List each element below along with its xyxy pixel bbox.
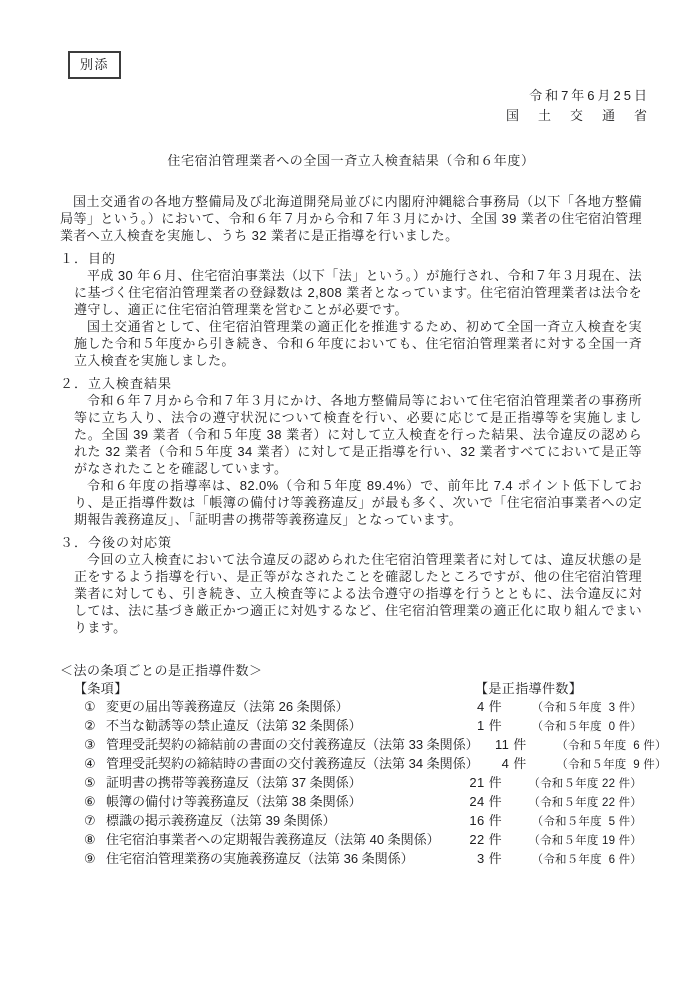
section-purpose-paragraph-1: 平成 30 年６月、住宅宿泊事業法（以下「法」という。）が施行され、令和７年３月現在、法に基づく住宅宿泊管理業者の登録数は 2,808 業者となっています。住宅宿泊管理業者は法令を遵守し、適正に住宅宿泊管理業を営むことが必要です。	[74, 268, 642, 317]
violation-label: 管理受託契約の締結前の書面の交付義務違反（法第 33 条関係）	[106, 737, 479, 752]
violation-row	[60, 812, 642, 831]
item-number: ⑤	[84, 775, 97, 790]
violation-row	[60, 831, 642, 850]
item-number: ⑥	[84, 794, 97, 809]
violation-list-header-left: 【条項】	[74, 681, 128, 696]
attachment-label: 別添	[80, 57, 110, 72]
document-date: 令和7年6月25日	[529, 88, 650, 103]
section-future-measures-heading: ３．今後の対応策	[60, 535, 173, 550]
item-number: ②	[84, 718, 97, 733]
section-future-measures-paragraph-1: 今回の立入検査において法令違反の認められた住宅宿泊管理業者に対しては、違反状態の是正をするよう指導を行い、是正等がなされたことを確認したところですが、他の住宅宿泊管理業者に対しても、引き続き、立入検査等による法令遵守の指導を行うとともに、法令違反に対しては、法に基づき厳正かつ適正に対処するなど、住宅宿泊管理業の適正化に取り組んでまいります。	[74, 552, 642, 635]
violation-label: 住宅宿泊管理業務の実施義務違反（法第 36 条関係）	[106, 851, 414, 866]
violation-label: 管理受託契約の締結時の書面の交付義務違反（法第 34 条関係）	[106, 756, 479, 771]
document-body	[60, 152, 667, 869]
violation-row	[60, 717, 642, 736]
section-purpose	[60, 250, 642, 369]
section-inspection-results-paragraph-1: 令和６年７月から令和７年３月にかけ、各地方整備局等において住宅宿泊管理業者の事務所等に立ち入り、法令の遵守状況について検査を行い、必要に応じて是正指導等を実施しました。全国 39 業者（令和５年度 38 業者）に対して立入検査を行った結果、法令違反の認められた 32 業者（令和５年度 34 業者）に対して是正指導を行い、32 業者すべてにおいて是正等がなされたことを確認しています。	[74, 393, 642, 476]
violation-list-header	[60, 680, 642, 698]
violation-previous-count: （令和５年度 22 件）	[528, 797, 642, 809]
violation-count: 16 件	[469, 813, 502, 828]
item-number: ⑨	[84, 851, 97, 866]
violation-label: 不当な勧誘等の禁止違反（法第 32 条関係）	[106, 718, 362, 733]
violation-row	[60, 755, 667, 774]
violation-row	[60, 774, 642, 793]
attachment-label-box	[68, 51, 121, 79]
violation-previous-count: （令和５年度 5 件）	[531, 816, 642, 828]
section-inspection-results-heading: ２．立入検査結果	[60, 376, 173, 391]
violation-list-header-right: 【是正指導件数】	[475, 681, 583, 696]
violation-row	[60, 793, 642, 812]
violation-label: 変更の届出等義務違反（法第 26 条関係）	[106, 699, 349, 714]
section-inspection-results-paragraph-2: 令和６年度の指導率は、82.0%（令和５年度 89.4%）で、前年比 7.4 ポイント低下しており、是正指導件数は「帳簿の備付け等義務違反」が最も多く、次いで「住宅宿泊事業者への定期報告義務違反」、「証明書の携帯等義務違反」となっています。	[74, 478, 642, 527]
violation-label: 証明書の携帯等義務違反（法第 37 条関係）	[106, 775, 362, 790]
intro-paragraph: 国土交通省の各地方整備局及び北海道開発局並びに内閣府沖縄総合事務局（以下「各地方整備局等」という。）において、令和６年７月から令和７年３月にかけ、全国 39 業者の住宅宿泊管理業者へ立入検査を実施し、うち 32 業者に是正指導を行いました。	[60, 194, 642, 243]
violation-count: 24 件	[469, 794, 502, 809]
violation-count: 4 件	[476, 699, 502, 714]
violation-label: 帳簿の備付け等義務違反（法第 38 条関係）	[106, 794, 362, 809]
violation-previous-count: （令和５年度 6 件）	[531, 854, 642, 866]
violation-row	[60, 736, 667, 755]
item-number: ⑦	[84, 813, 97, 828]
violation-label: 標識の掲示義務違反（法第 39 条関係）	[106, 813, 336, 828]
violation-previous-count: （令和５年度 3 件）	[531, 702, 642, 714]
section-future-measures	[60, 534, 642, 636]
violation-previous-count: （令和５年度 22 件）	[528, 778, 642, 790]
violation-label: 住宅宿泊事業者への定期報告義務違反（法第 40 条関係）	[106, 832, 440, 847]
document-title: 住宅宿泊管理業者への全国一斉立入検査結果（令和６年度）	[167, 153, 535, 168]
document-header	[506, 86, 650, 126]
violation-previous-count: （令和５年度 6 件）	[556, 740, 667, 752]
section-inspection-results	[60, 375, 642, 528]
violation-count: 1 件	[476, 718, 502, 733]
item-number: ④	[84, 756, 97, 771]
violation-list-title: ＜法の条項ごとの是正指導件数＞	[60, 663, 263, 678]
item-number: ⑧	[84, 832, 97, 847]
violation-count: 11 件	[494, 737, 527, 752]
violation-previous-count: （令和５年度 19 件）	[528, 835, 642, 847]
violation-row	[60, 850, 642, 869]
item-number: ③	[84, 737, 97, 752]
violation-previous-count: （令和５年度 9 件）	[556, 759, 667, 771]
violation-row	[60, 698, 642, 717]
violation-count: 22 件	[469, 832, 502, 847]
section-purpose-paragraph-2: 国土交通省として、住宅宿泊管理業の適正化を推進するため、初めて全国一斉立入検査を実施した令和５年度から引き続き、令和６年度においても、住宅宿泊管理業者に対する全国一斉立入検査を実施しました。	[74, 319, 642, 368]
violation-count: 21 件	[469, 775, 502, 790]
organization-name: 国 土 交 通 省	[505, 108, 650, 123]
item-number: ①	[84, 699, 97, 714]
violation-previous-count: （令和５年度 0 件）	[531, 721, 642, 733]
violation-count: 3 件	[476, 851, 502, 866]
section-purpose-heading: １．目的	[60, 251, 117, 266]
violation-count: 4 件	[501, 756, 527, 771]
